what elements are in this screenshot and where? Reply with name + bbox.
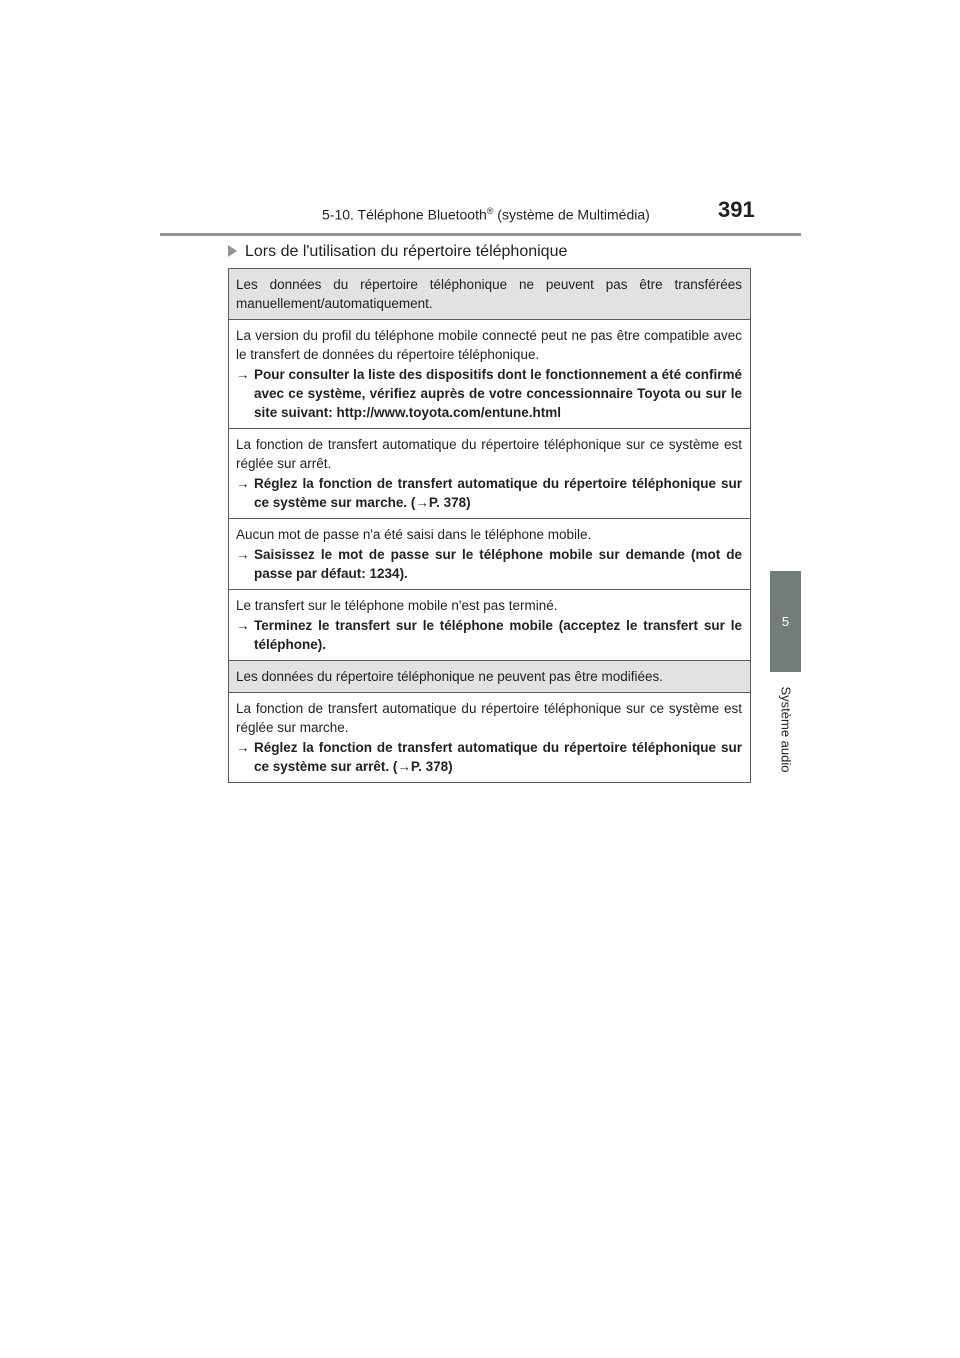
cause-text: Aucun mot de passe n'a été saisi dans le téléphone mobile.	[236, 527, 592, 542]
cause-text: La fonction de transfert automatique du répertoire téléphonique sur ce système est réglée sur marche.	[236, 701, 742, 735]
remedy	[236, 474, 742, 512]
troubleshooting-table	[228, 268, 751, 783]
arrow-right-icon: →	[236, 547, 250, 562]
remedy-text: Saisissez le mot de passe sur le téléphone mobile sur demande (mot de passe par défaut: 1234).	[254, 547, 742, 581]
section-heading	[228, 243, 567, 261]
page-number: 391	[718, 197, 755, 222]
arrow-right-icon: →	[236, 618, 250, 633]
cause-text: La fonction de transfert automatique du répertoire téléphonique sur ce système est réglée sur arrêt.	[236, 437, 742, 471]
symptom-row	[229, 661, 750, 693]
arrow-right-icon: →	[236, 740, 250, 755]
cause-row	[229, 320, 750, 429]
section-heading-text: Lors de l'utilisation du répertoire téléphonique	[245, 243, 568, 260]
chapter-tab-label	[770, 678, 801, 780]
remedy-text: Terminez le transfert sur le téléphone mobile (acceptez le transfert sur le téléphone).	[254, 618, 742, 652]
chapter-label-text: Système audio	[778, 686, 793, 772]
cause-row	[229, 429, 750, 519]
remedy-text: Réglez la fonction de transfert automatique du répertoire téléphonique sur ce système sur marche. (→P. 378)	[254, 476, 742, 510]
cause-row	[229, 693, 750, 782]
remedy	[236, 616, 742, 654]
chapter-tab-number: 5	[770, 571, 801, 672]
running-header-title	[322, 206, 650, 223]
remedy	[236, 738, 742, 776]
symptom-text: Les données du répertoire téléphonique ne peuvent pas être transférées manuellement/automatiquement.	[236, 277, 742, 311]
triangle-bullet-icon	[228, 245, 237, 257]
remedy-text: Pour consulter la liste des dispositifs dont le fonctionnement a été confirmé avec ce système, vérifiez auprès de votre concessionnaire Toyota ou sur le site suivant: http://www.toyota.com/entune.html	[254, 367, 742, 420]
header-title-suffix: (système de Multimédia)	[493, 206, 650, 223]
symptom-row	[229, 269, 750, 320]
arrow-right-icon: →	[236, 367, 250, 382]
cause-text: La version du profil du téléphone mobile connecté peut ne pas être compatible avec le transfert de données du répertoire téléphonique.	[236, 328, 742, 362]
cause-row	[229, 590, 750, 661]
remedy	[236, 365, 742, 422]
header-title-prefix: 5-10. Téléphone Bluetooth	[322, 206, 487, 223]
header-rule	[160, 233, 801, 236]
remedy	[236, 545, 742, 583]
cause-text: Le transfert sur le téléphone mobile n'est pas terminé.	[236, 598, 558, 613]
arrow-right-icon: →	[236, 476, 250, 491]
cause-row	[229, 519, 750, 590]
remedy-text: Réglez la fonction de transfert automatique du répertoire téléphonique sur ce système sur arrêt. (→P. 378)	[254, 740, 742, 774]
registered-mark: ®	[486, 206, 494, 216]
symptom-text: Les données du répertoire téléphonique ne peuvent pas être modifiées.	[236, 669, 664, 684]
